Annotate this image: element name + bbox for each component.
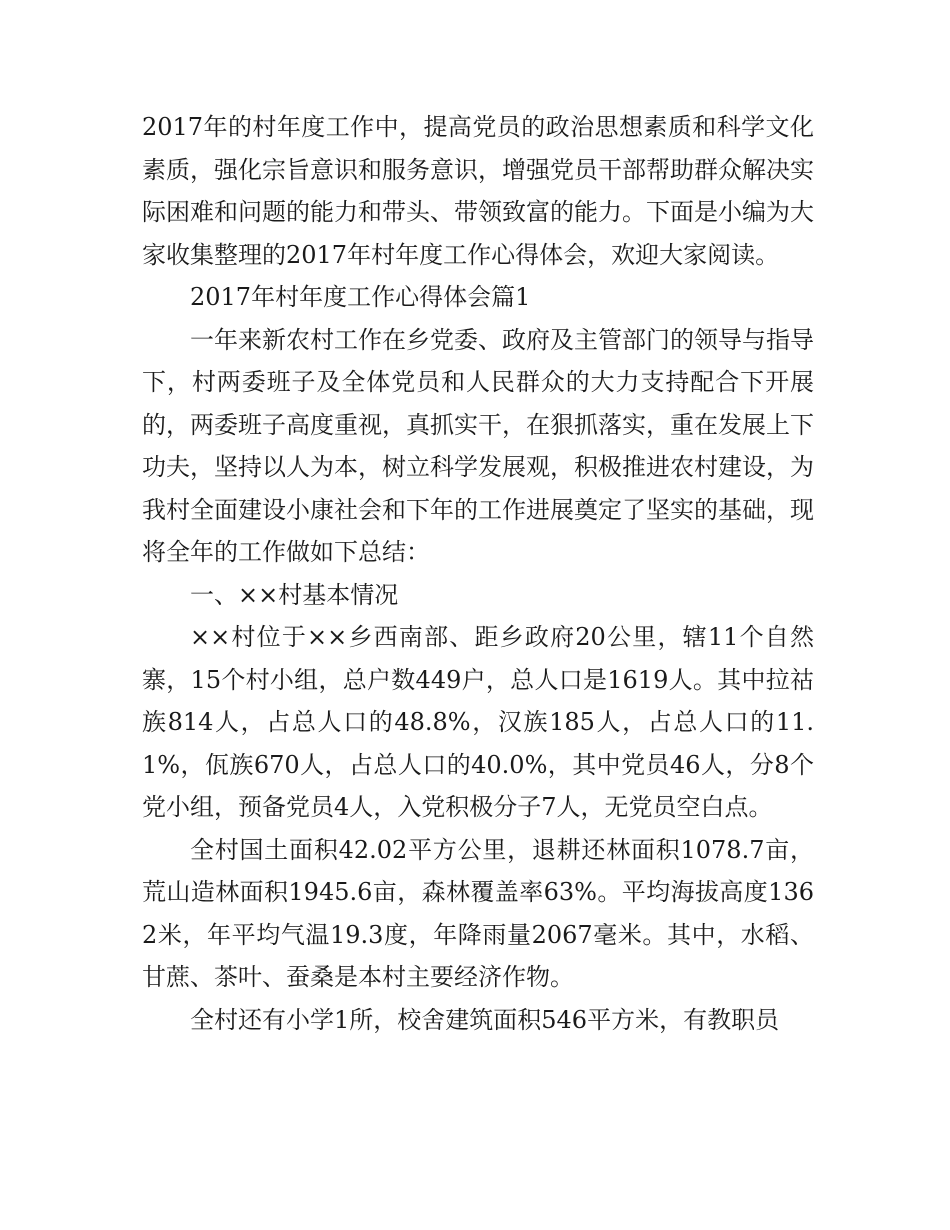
body-paragraph-overview: 一年来新农村工作在乡党委、政府及主管部门的领导与指导下，村两委班子及全体党员和人民群众的大力支持配合下开展的，两委班子高度重视，真抓实干，在狠抓落实，重在发展上下功夫，坚持以人为本，树立科学发展观，积极推进农村建设，为我村全面建设小康社会和下年的工作进展奠定了坚实的基础，现将全年的工作做如下总结： xyxy=(142,325,814,566)
document-page xyxy=(142,106,814,1041)
section-heading-part-1: 2017年村年度工作心得体会篇1 xyxy=(190,283,531,311)
intro-paragraph: 2017年的村年度工作中，提高党员的政治思想素质和科学文化素质，强化宗旨意识和服务意识，增强党员干部帮助群众解决实际困难和问题的能力和带头、带领致富的能力。下面是小编为大家收集整理的2017年村年度工作心得体会，欢迎大家阅读。 xyxy=(142,113,814,269)
body-paragraph-land: 全村国土面积42.02平方公里，退耕还林面积1078.7亩，荒山造林面积1945.6亩，森林覆盖率63%。平均海拔高度1362米，年平均气温19.3度，年降雨量2067毫米。其中，水稻、甘蔗、茶叶、蚕桑是本村主要经济作物。 xyxy=(142,835,814,991)
subsection-heading-basic-info: 一、××村基本情况 xyxy=(190,580,399,609)
body-paragraph-school: 全村还有小学1所，校舍建筑面积546平方米，有教职员 xyxy=(190,1005,780,1034)
body-paragraph-population: ××村位于××乡西南部、距乡政府20公里，辖11个自然寨，15个村小组，总户数449户，总人口是1619人。其中拉祜族814人，占总人口的48.8%，汉族185人，占总人口的11.1%，佤族670人，占总人口的40.0%，其中党员46人，分8个党小组，预备党员4人，入党积极分子7人，无党员空白点。 xyxy=(142,623,814,821)
